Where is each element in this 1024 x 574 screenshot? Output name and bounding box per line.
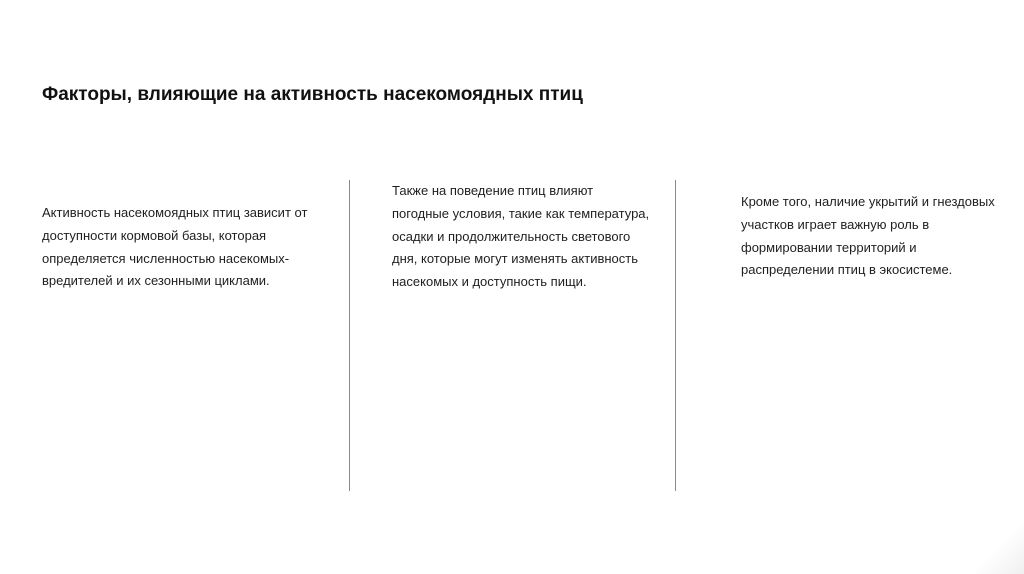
slide-corner-shadow — [964, 514, 1024, 574]
column-divider-1 — [349, 180, 350, 491]
column-2-text: Также на поведение птиц влияют погодные условия, такие как температура, осадки и продолжительность светового дня, которые могут изменять активность насекомых и доступность пищи. — [392, 183, 650, 290]
column-3-text: Кроме того, наличие укрытий и гнездовых участков играет важную роль в формировании территорий и распределении птиц в экосистеме. — [741, 194, 995, 278]
column-divider-2 — [675, 180, 676, 491]
slide-title: Факторы, влияющие на активность насекомоядных птиц — [42, 84, 583, 105]
column-1-text: Активность насекомоядных птиц зависит от доступности кормовой базы, которая определяется численностью насекомых-вредителей и их сезонными циклами. — [42, 205, 308, 289]
